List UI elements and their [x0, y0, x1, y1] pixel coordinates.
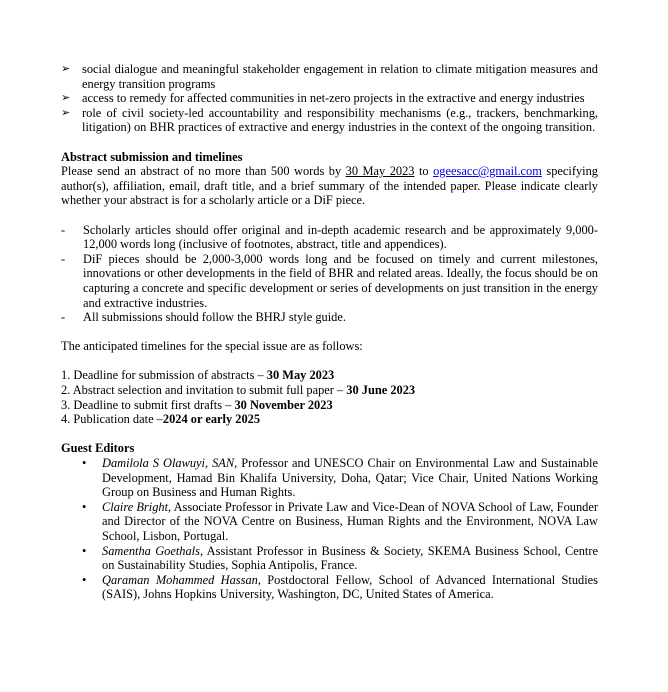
abstract-heading: Abstract submission and timelines: [61, 149, 243, 164]
list-item: • Damilola S Olawuyi, SAN, Professor and UNESCO Chair on Environmental Law and Sustainable Development, Hamad Bin Khalifa University, Doha, Qatar; Vice Chair, United Nations Working Group on Business and Human Rights.: [82, 456, 598, 500]
bullet-icon: •: [82, 572, 87, 587]
abstract-deadline: 30 May 2023: [345, 164, 415, 179]
editor-name: Samentha Goethals: [102, 543, 200, 558]
arrow-bullet-icon: ➢: [61, 92, 71, 105]
editor-name: Claire Bright: [102, 499, 169, 514]
document-body: [61, 62, 598, 602]
timeline-item: 4. Publication date –2024 or early 2025: [61, 412, 261, 427]
list-item: ➢ access to remedy for affected communities in net-zero projects in the extractive and energy industries: [61, 91, 585, 106]
timeline-list: [61, 368, 598, 426]
list-item: - All submissions should follow the BHRJ style guide.: [61, 310, 346, 325]
bullet-icon: •: [82, 543, 87, 558]
guest-editors-heading: Guest Editors: [61, 441, 135, 456]
list-item: • Qaraman Mohammed Hassan, Postdoctoral Fellow, School of Advanced International Studies (SAIS), Johns Hopkins University, Washington, DC, United States of America.: [82, 572, 598, 602]
timeline-item: 3. Deadline to submit first drafts – 30 November 2023: [61, 397, 333, 412]
editor-name: Qaraman Mohammed Hassan: [102, 572, 258, 587]
arrow-bullet-icon: ➢: [61, 63, 71, 75]
arrow-bullet-icon: ➢: [61, 106, 71, 119]
editor-name: Damilola S Olawuyi, SAN: [102, 456, 235, 471]
timeline-item: 1. Deadline for submission of abstracts – 30 May 2023: [61, 368, 335, 383]
submission-guidelines-list: [61, 223, 598, 325]
topic-list: [61, 62, 598, 135]
bullet-icon: •: [82, 499, 87, 514]
list-item: ➢ role of civil society-led accountability and responsibility mechanisms (e.g., trackers, benchmarking, litigation) on BHR practices of extractive and energy industries in the context of the ongoing transition.: [61, 105, 598, 135]
abstract-intro: Please send an abstract of no more than 500 words by 30 May 2023 to ogeesacc@gmail.com specifying author(s), affiliation, email, draft title, and a brief summary of the intended paper. Please indicate clearly whether your abstract is for a scholarly article or a DiF piece.: [61, 164, 598, 208]
guest-editors-list: [61, 456, 598, 602]
list-item: • Claire Bright, Associate Professor in Private Law and Vice-Dean of NOVA School of Law, Founder and Director of the NOVA Centre on Business, Human Rights and the Environment, NOVA Law School, Lisbon, Portugal.: [82, 499, 598, 543]
list-item: • Samentha Goethals, Assistant Professor in Business & Society, SKEMA Business School, Centre on Sustainability Studies, Sophia Antipolis, France.: [82, 543, 598, 573]
dash-bullet-icon: -: [61, 222, 66, 237]
dash-bullet-icon: -: [61, 310, 66, 325]
list-item: - Scholarly articles should offer original and in-depth academic research and be approximately 9,000-12,000 words long (inclusive of footnotes, abstract, title and appendices).: [61, 222, 598, 252]
email-link[interactable]: ogeesacc@gmail.com: [433, 164, 542, 179]
timeline-intro: The anticipated timelines for the special issue are as follows:: [61, 339, 363, 354]
timeline-item: 2. Abstract selection and invitation to submit full paper – 30 June 2023: [61, 383, 416, 398]
dash-bullet-icon: -: [61, 251, 66, 266]
bullet-icon: •: [82, 456, 87, 471]
list-item: - DiF pieces should be 2,000-3,000 words long and be focused on timely and current milestones, innovations or other developments in the field of BHR and related areas. Ideally, the focus should be on capturing a concrete and specific development or series of developments on just transition in the energy and extractive industries.: [61, 251, 598, 310]
list-item: ➢ social dialogue and meaningful stakeholder engagement in relation to climate mitigation measures and energy transition programs: [61, 62, 598, 91]
